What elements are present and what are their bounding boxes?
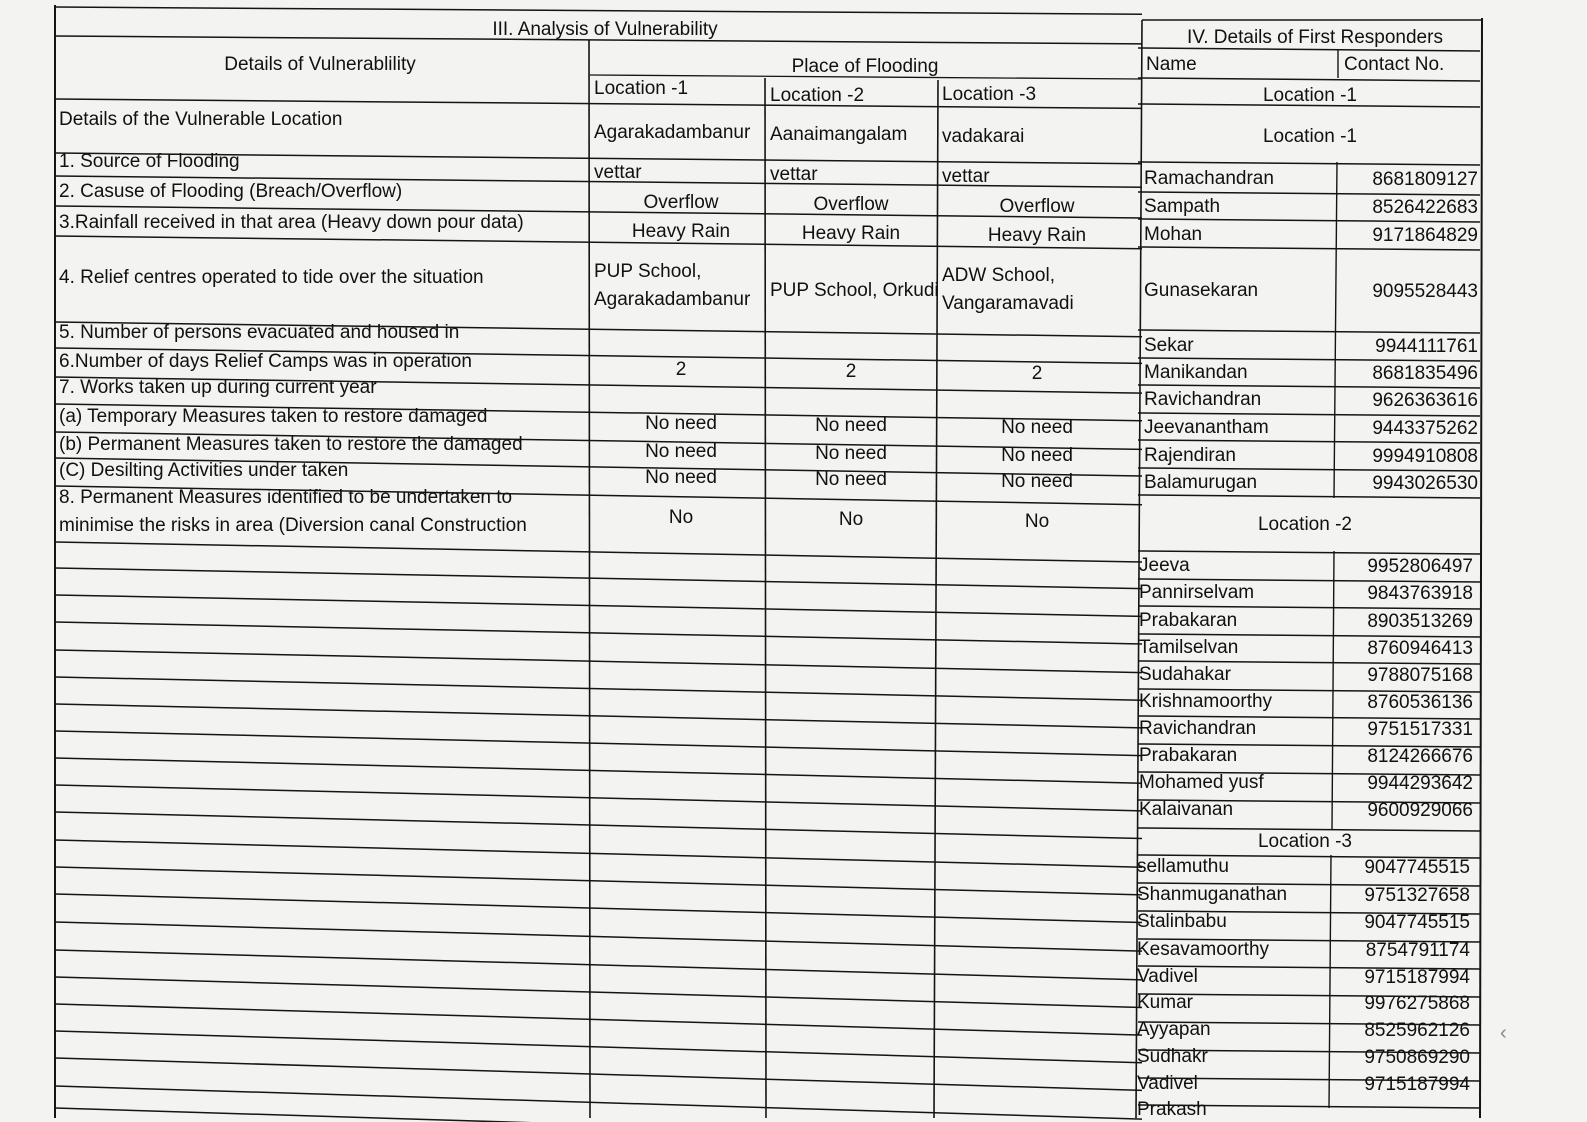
grid-line — [1138, 358, 1480, 361]
grid-line — [1138, 468, 1480, 471]
grid-line — [1138, 162, 1480, 165]
responder-contact-number: 9715187994 — [1364, 967, 1470, 988]
grid-line — [55, 950, 1142, 980]
responder-contact-number: 9750869290 — [1364, 1047, 1470, 1068]
location-3-value: No need — [1001, 471, 1073, 492]
responder-name: Vadivel — [1137, 966, 1198, 987]
responder-contact-number: 9095528443 — [1372, 281, 1478, 302]
grid-line — [55, 568, 1142, 589]
responder-contact-number: 8681809127 — [1372, 169, 1478, 190]
grid-line — [1138, 219, 1480, 222]
location-2-value: 2 — [845, 361, 857, 382]
responders-location-1-heading: Location -1 — [1262, 85, 1357, 106]
grid-line — [55, 758, 1142, 783]
responders-location-3-heading: Location -3 — [1257, 831, 1352, 852]
vulnerability-row-label: (b) Permanent Measures taken to restore the damaged — [59, 434, 523, 455]
vulnerability-row-label: 7. Works taken up during current year — [59, 377, 377, 398]
grid-line — [1138, 495, 1480, 498]
grid-line — [55, 812, 1142, 839]
responder-contact-number: 8760946413 — [1367, 638, 1473, 659]
responder-contact-number: 8760536136 — [1367, 692, 1473, 713]
location-2-value: Heavy Rain — [801, 223, 901, 244]
responder-name: Tamilselvan — [1139, 637, 1239, 658]
location-3-value: Overflow — [999, 196, 1075, 217]
responder-contact-number: 9047745515 — [1364, 912, 1470, 933]
grid-line — [1480, 18, 1482, 1118]
responder-name: Sampath — [1144, 196, 1221, 217]
responder-contact-number: 8903513269 — [1367, 611, 1473, 632]
responder-contact-number: 8754791174 — [1365, 940, 1470, 961]
grid-line — [55, 894, 1142, 922]
grid-line — [589, 40, 590, 1118]
responder-name: Ayyapan — [1137, 1019, 1211, 1040]
responder-contact-number: 8525962126 — [1364, 1020, 1470, 1041]
responder-name: Manikandan — [1144, 362, 1248, 383]
location-1-value: 2 — [675, 359, 687, 380]
responder-name: Ramachandran — [1144, 168, 1274, 189]
responder-contact-number: 9943026530 — [1372, 473, 1478, 494]
grid-line — [55, 840, 1142, 867]
location-2-value: Overflow — [813, 194, 889, 215]
vulnerability-row-label: 1. Source of Flooding — [59, 151, 240, 172]
grid-line — [55, 1058, 1142, 1090]
grid-line — [55, 1031, 1142, 1063]
location-3-value: No — [1024, 511, 1050, 532]
grid-line — [55, 595, 1142, 616]
location-2-value: Aanaimangalam — [770, 124, 908, 145]
vulnerability-row-label: Details of the Vulnerable Location — [59, 109, 343, 130]
grid-line — [55, 867, 1142, 895]
location-2-column-header: Location -2 — [770, 85, 865, 106]
details-of-vulnerability-header: Details of Vulnerablility — [224, 54, 416, 75]
responder-name: Mohamed yusf — [1139, 772, 1264, 793]
responder-contact-number: 9751327658 — [1364, 885, 1470, 906]
responder-name: Ravichandran — [1144, 389, 1262, 410]
location-2-value: vettar — [770, 164, 818, 185]
grid-line — [55, 650, 1142, 673]
grid-line — [55, 677, 1142, 700]
margin-scan-mark: ‹ — [1500, 1022, 1507, 1044]
grid-line — [1138, 330, 1480, 333]
responder-name: Prabakaran — [1139, 610, 1238, 631]
location-3-value: No need — [1001, 445, 1073, 466]
grid-line — [55, 1004, 1142, 1035]
grid-line — [1138, 78, 1480, 81]
responder-name: Jeeva — [1139, 555, 1190, 576]
place-of-flooding-header: Place of Flooding — [791, 56, 939, 77]
vulnerability-row-label: 6.Number of days Relief Camps was in operation — [59, 351, 472, 372]
grid-line — [55, 922, 1142, 951]
location-2-value: PUP School, Orkudi — [770, 280, 939, 301]
location-1-value: No — [668, 507, 694, 528]
grid-line — [55, 622, 1142, 644]
responder-name: Kesavamoorthy — [1137, 939, 1270, 960]
location-1-value: Overflow — [643, 192, 719, 213]
location-1-value: Agarakadambanur — [594, 122, 751, 143]
grid-line — [55, 7, 1142, 14]
responder-name: Shanmuganathan — [1137, 884, 1288, 905]
responders-location-1-subheading: Location -1 — [1262, 126, 1357, 147]
responder-contact-number: 9047745515 — [1364, 857, 1470, 878]
responder-name: Kumar — [1137, 992, 1193, 1013]
vulnerability-row-label: 3.Rainfall received in that area (Heavy down pour data) — [59, 212, 524, 233]
responder-name: Krishnamoorthy — [1139, 691, 1273, 712]
location-2-value: No need — [815, 415, 887, 436]
section-iii-title: III. Analysis of Vulnerability — [492, 19, 718, 40]
responder-name: Jeevanantham — [1144, 417, 1269, 438]
responder-contact-number: 9944111761 — [1375, 336, 1478, 357]
grid-line — [55, 731, 1142, 756]
responder-name: Gunasekaran — [1144, 280, 1259, 301]
grid-line — [1138, 192, 1480, 195]
grid-line — [55, 1086, 1142, 1119]
location-3-value: No need — [1001, 417, 1073, 438]
responder-contact-number: 8681835496 — [1372, 363, 1478, 384]
grid-line — [1138, 247, 1480, 250]
responder-name: Sudhakr — [1137, 1046, 1208, 1067]
responder-contact-number: 9944293642 — [1367, 773, 1473, 794]
location-2-value: No — [838, 509, 864, 530]
vulnerability-row-label: (C) Desilting Activities under taken — [59, 460, 349, 481]
responder-contact-number: 9976275868 — [1364, 993, 1470, 1014]
location-2-value: No need — [815, 443, 887, 464]
vulnerability-row-label: 2. Casuse of Flooding (Breach/Overflow) — [59, 181, 403, 202]
responder-contact-number: 9626363616 — [1372, 390, 1478, 411]
responder-contact-number: 9443375262 — [1372, 418, 1478, 439]
grid-line — [55, 542, 1142, 562]
responder-name: Kalaivanan — [1139, 799, 1234, 820]
location-3-value: ADW School, Vangaramavadi — [942, 265, 1074, 314]
location-2-value: No need — [815, 469, 887, 490]
responder-contact-number: 9994910808 — [1372, 446, 1478, 467]
responder-contact-number: 8124266676 — [1367, 746, 1473, 767]
responder-name: Mohan — [1144, 224, 1203, 245]
location-1-value: No need — [645, 441, 717, 462]
location-3-column-header: Location -3 — [942, 84, 1037, 105]
responder-name: Balamurugan — [1144, 472, 1258, 493]
section-iv-title: IV. Details of First Responders — [1187, 27, 1443, 48]
responder-contact-number: 9843763918 — [1367, 583, 1473, 604]
responder-name: Rajendiran — [1144, 445, 1236, 466]
responder-contact-number: 9171864829 — [1372, 225, 1478, 246]
grid-line — [55, 1108, 1142, 1122]
location-1-value: Heavy Rain — [631, 221, 731, 242]
location-3-value: vettar — [942, 166, 990, 187]
responder-contact-number: 9952806497 — [1367, 556, 1473, 577]
grid-line — [1138, 606, 1480, 609]
grid-line — [1138, 440, 1480, 443]
name-column-header: Name — [1146, 54, 1197, 75]
grid-line — [1138, 551, 1480, 554]
responder-contact-number: 9715187994 — [1364, 1074, 1470, 1095]
grid-line — [55, 785, 1142, 811]
responder-name: Stalinbabu — [1137, 911, 1227, 932]
responder-contact-number: 9751517331 — [1367, 719, 1473, 740]
grid-line — [55, 704, 1142, 728]
responder-name: Vadivel — [1137, 1073, 1198, 1094]
responder-name: Prakash — [1137, 1099, 1207, 1120]
responder-contact-number: 9788075168 — [1367, 665, 1473, 686]
responder-contact-number: 8526422683 — [1372, 197, 1478, 218]
responder-name: Prabakaran — [1139, 745, 1238, 766]
responders-location-2-heading: Location -2 — [1257, 514, 1352, 535]
responder-name: Sudahakar — [1139, 664, 1231, 685]
grid-line — [1138, 413, 1480, 416]
vulnerability-row-label: (a) Temporary Measures taken to restore damaged — [59, 406, 488, 427]
location-3-value: vadakarai — [942, 126, 1025, 147]
responder-contact-number: 9600929066 — [1367, 800, 1473, 821]
location-3-value: Heavy Rain — [987, 225, 1087, 246]
vulnerability-row-label: 5. Number of persons evacuated and housed in — [59, 322, 460, 343]
contact-column-header: Contact No. — [1344, 54, 1445, 75]
responder-name: Ravichandran — [1139, 718, 1257, 739]
location-1-value: No need — [645, 467, 717, 488]
grid-line — [1138, 385, 1480, 388]
responder-name: sellamuthu — [1137, 856, 1229, 877]
location-1-value: PUP School, Agarakadambanur — [594, 261, 751, 310]
vulnerability-row-label: 4. Relief centres operated to tide over the situation — [59, 267, 484, 288]
location-1-value: vettar — [594, 162, 642, 183]
location-3-value: 2 — [1031, 363, 1043, 384]
location-1-column-header: Location -1 — [594, 78, 689, 99]
vulnerability-row-label: 8. Permanent Measures identified to be undertaken to minimise the risks in area (Diversion canal Construction — [59, 487, 527, 536]
responder-name: Pannirselvam — [1139, 582, 1255, 603]
grid-line — [55, 977, 1142, 1007]
location-1-value: No need — [645, 413, 717, 434]
responder-name: Sekar — [1144, 335, 1194, 356]
